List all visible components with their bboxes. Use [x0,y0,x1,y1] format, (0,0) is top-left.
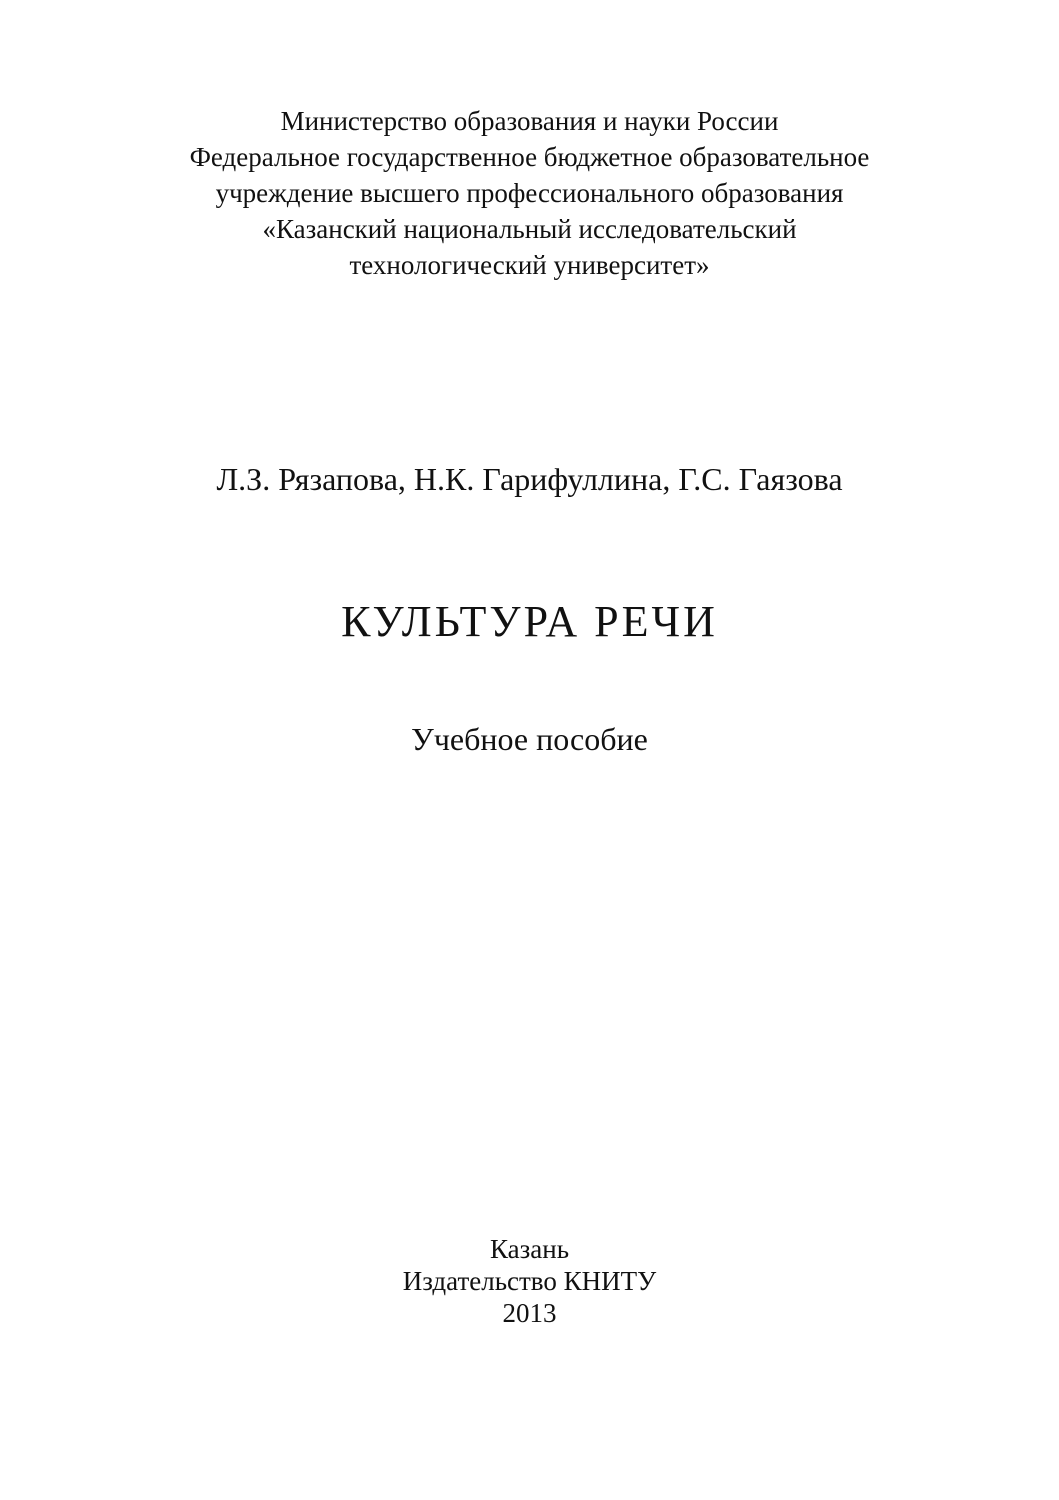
imprint-city: Казань [489,1234,570,1264]
institution-line-higher-education: учреждение высшего профессионального образования [215,178,844,208]
institution-line-federal: Федеральное государственное бюджетное образовательное [189,142,870,172]
institution-line-university-name: «Казанский национальный исследовательский [262,214,797,244]
authors: Л.З. Рязапова, Н.К. Гарифуллина, Г.С. Гаязова [216,461,843,497]
imprint [0,1233,1059,1329]
institution-line-university-name-end: технологический университет» [349,250,710,280]
imprint-publisher: Издательство КНИТУ [402,1266,657,1296]
book-title: КУЛЬТУРА РЕЧИ [341,597,718,646]
imprint-year: 2013 [502,1298,557,1328]
institution-header [0,103,1059,283]
book-subtitle: Учебное пособие [411,721,648,757]
institution-line-ministry: Министерство образования и науки России [280,106,779,136]
